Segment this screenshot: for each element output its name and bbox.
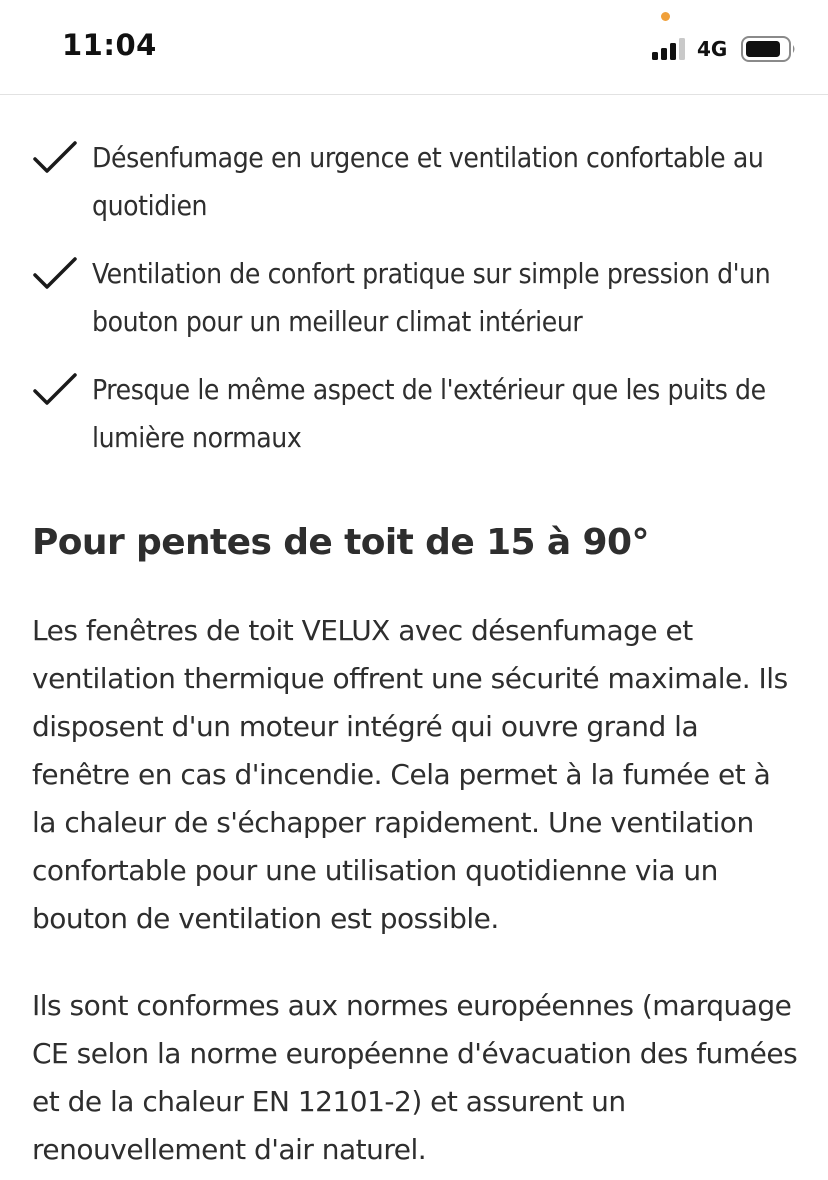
section-heading: Pour pentes de toit de 15 à 90° <box>32 522 649 563</box>
status-bar <box>0 0 828 95</box>
signal-icon <box>652 38 692 60</box>
battery-icon <box>741 36 797 62</box>
checkmark-icon <box>32 140 78 176</box>
status-time: 11:04 <box>62 28 157 62</box>
feature-text: Ventilation de confort pratique sur simple pression d'un bouton pour un meilleur climat intérieur <box>92 257 771 338</box>
network-type: 4G <box>697 37 728 61</box>
checkmark-icon <box>32 372 78 408</box>
standards-paragraph: Ils sont conformes aux normes européennes (marquage CE selon la norme européenne d'évacuation des fumées et de la chaleur EN 12101-2) et assurent un renouvellement d'air naturel. <box>32 989 798 1166</box>
feature-text: Presque le même aspect de l'extérieur que les puits de lumière normaux <box>92 373 766 454</box>
feature-text: Désenfumage en urgence et ventilation confortable au quotidien <box>92 141 764 222</box>
privacy-indicator-dot <box>661 12 670 21</box>
checkmark-icon <box>32 256 78 292</box>
description-paragraph: Les fenêtres de toit VELUX avec désenfumage et ventilation thermique offrent une sécurité maximale. Ils disposent d'un moteur intégré qui ouvre grand la fenêtre en cas d'incendie. Cela permet à la fumée et à la chaleur de s'échapper rapidement. Une ventilation confortable pour une utilisation quotidienne via un bouton de ventilation est possible. <box>32 614 788 935</box>
